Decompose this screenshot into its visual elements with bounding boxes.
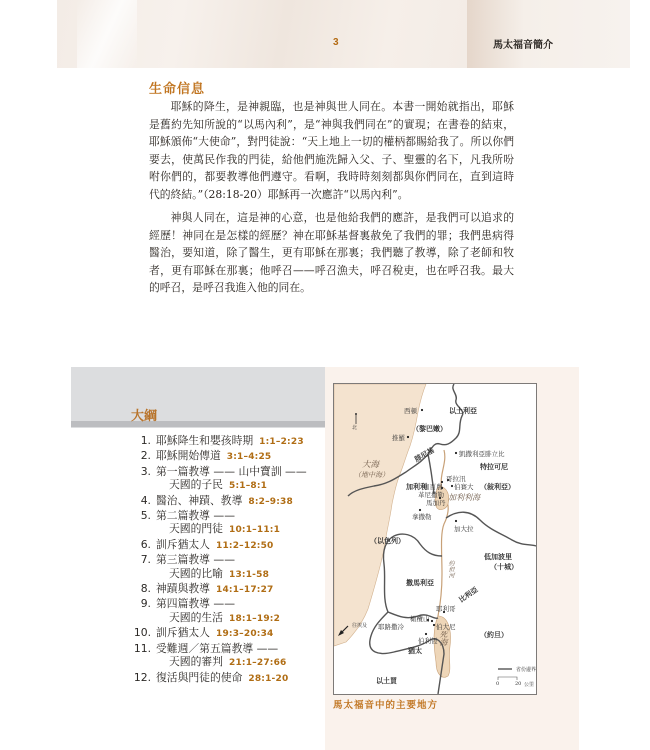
outline-item-number: 10. [133,626,151,640]
outline-item [71,509,325,522]
outline-item-continuation [71,611,325,626]
outline-item [71,671,325,686]
outline-item-ref: 19:3–20:34 [215,629,274,640]
map-label-mediterranean: （地中海） [354,471,389,479]
outline-panel [71,367,325,750]
map-label-jerusalem: 耶路撒冷 [378,623,404,631]
outline-item [71,626,325,641]
outline-item [71,597,325,610]
map-label-jericho: 耶利哥 [436,605,456,613]
map-label-gadara: 加大拉 [454,525,474,533]
map-label-mount-olives: 橄欖山 [410,615,430,623]
map-panel [325,367,579,750]
map-label-ten-cities: （十城） [490,562,518,571]
map-frame [333,383,537,695]
map-caption: 馬太福音中的主要地方 [333,700,439,711]
outline-item [71,553,325,566]
outline-header-bar [71,421,325,427]
outline-item-text: 天國的門徒 [169,522,223,536]
outline-item-continuation [71,655,325,670]
outline-item [71,494,325,509]
outline-item-ref: 14:1–17:27 [215,585,274,596]
outline-item-text: 訓斥猶太人 [156,626,210,640]
outline-item-number: 6. [140,537,151,551]
map-label-gennesaret: 革尼撒勒 [418,491,444,499]
outline-item-number: 8. [140,582,151,596]
outline-item-text: 天國的子民 [169,478,223,492]
compass-north-label: 北 [352,425,358,431]
outline-item-number: 2. [140,449,151,463]
body-paragraphs [149,98,514,303]
outline-item-ref: 21:1–27:66 [228,658,287,669]
outline-item-text: 受難週／第五篇教導 —— [156,641,279,655]
map-label-jordan-river: 約但河 [447,560,454,578]
map-label-bethsaida: 伯賽大 [454,483,474,491]
outline-item-text: 第三篇教導 —— [156,553,236,567]
map-label-israel: （以色列） [370,536,405,545]
outline-item-number: 5. [140,509,151,523]
outline-item-number: 12. [133,670,151,684]
outline-item-number: 7. [140,553,151,567]
map-label-to-egypt: 往埃及 [352,623,368,629]
outline-item [71,449,325,464]
outline-item-text: 第一篇教導 —— 山中寶訓 —— [156,464,307,478]
page-number: 3 [333,37,339,48]
outline-item-continuation [71,522,325,537]
map-label-syria: （敍利亞） [480,482,515,491]
outline-item-continuation [71,478,325,493]
outline-item-number: 11. [133,641,151,655]
outline-item-ref: 10:1–11:1 [228,525,281,536]
paragraph: 神與人同在，這是神的心意，也是他給我們的應許，是我們可以追求的經歷！神同在是怎樣的經歷？神在耶穌基督裏赦免了我們的罪；我們患病得醫治，要知道，除了醫生，更有耶穌在那裏；我們聽了教導，除了老師和牧者，更有耶穌在那裏；他呼召——呼召漁夫，呼召稅吏，也在呼召我。最大的呼召，是呼召我進入他的同在。 [149,211,514,294]
outline-item-text: 第二篇教導 —— [156,509,236,523]
outline-item-ref: 11:2–12:50 [215,540,274,551]
map-label-jordan: （約旦） [480,630,508,639]
outline-header [71,367,325,428]
outline-item [71,538,325,553]
map-label-tyre: 推羅 [392,434,405,442]
map-label-ituraea: 以土利亞 [449,406,477,415]
outline-item [71,434,325,449]
map-label-capernaum: 迦百農 [423,483,443,491]
outline-item-ref: 1:1–2:23 [259,437,304,447]
legend-border-label: 省份邊界 [516,667,537,673]
map-label-great-sea: 大海 [362,460,380,470]
map-label-sea-of-galilee: 加利利海 [448,493,480,502]
header-watermark-text [57,0,630,68]
map-label-sidon: 西頓 [404,407,417,415]
map-label-nazareth: 拿撒勒 [412,513,432,521]
map-label-perea: 比利亞 [457,584,480,605]
outline-title: 大綱 [131,409,158,424]
outline-item-text: 復活與門徒的使命 [156,670,243,684]
scale-twenty-label: 20 [515,681,522,687]
outline-item-number: 3. [140,464,151,478]
outline-item-text: 耶穌降生和嬰孩時期 [156,434,254,447]
outline-item-text: 天國的生活 [169,610,223,624]
map-label-idumea: 以土買 [376,676,397,685]
outline-item-text: 天國的審判 [169,655,223,669]
map-label-phoenicia: 腓尼基 [412,445,436,464]
map-label-magadan: 馬加丹 [426,499,446,507]
map-label-judea: 猶太 [408,646,422,655]
outline-item-continuation [71,567,325,582]
outline-item-ref: 3:1–4:25 [226,452,272,463]
outline-item-text: 神蹟與教導 [156,582,210,596]
running-title: 馬太福音簡介 [493,40,553,51]
map-label-bethany: 伯大尼 [436,623,456,631]
scale-zero-label: 0 [496,681,500,687]
outline-item-text: 天國的比喻 [169,566,223,580]
map-label-galilee: 加利利 [406,482,427,491]
outline-item-ref: 5:1–8:1 [228,481,268,492]
outline-item-text: 訓斥猶太人 [156,537,210,551]
paragraph: 耶穌的降生，是神親臨，也是神與世人同在。本書一開始就指出，耶穌是舊約先知所說的“以馬內利”，是“神與我們同在”的實現；在書卷的結束，耶穌頒佈“大使命”，對門徒說：“天上地上一切的權柄都賜給我了。所以你們要去，使萬民作我的門徒，給他們施洗歸入父、子、聖靈的名下，凡我所吩咐你們的，都要教導他們遵守。看啊，我時時刻刻都與你們同在，直到這時代的終結。”（28:18-20）耶穌再一次應許“以馬內利”。 [149,100,514,201]
outline-item-text: 耶穌開始傳道 [156,449,221,463]
map-label-chorazin: 哥拉汛 [446,475,466,483]
outline-list [71,434,325,686]
outline-item [71,465,325,478]
map-label-dead-sea: 死海 [439,630,448,646]
map-label-trachonitis: 特拉可尼 [480,462,508,471]
scale-unit-label: 公里 [524,682,535,688]
outline-item-text: 第四篇教導 —— [156,597,236,611]
outline-item-ref: 28:1-20 [248,673,289,684]
map-label-samaria: 撒馬利亞 [406,578,434,587]
map-label-bethlehem: 伯利恆 [418,637,438,645]
outline-item-text: 醫治、神蹟、教導 [156,493,243,507]
outline-item-ref: 8:2–9:38 [248,496,293,507]
outline-item-number: 9. [140,597,151,611]
map-label-lebanon: （黎巴嫩） [412,424,447,433]
outline-item-number: 4. [140,493,151,507]
outline-item [71,582,325,597]
map-label-caesarea-philippi: 凱撒利亞腓立比 [459,450,505,458]
section-title: 生命信息 [149,82,206,97]
outline-item-ref: 13:1-58 [228,569,270,580]
outline-item [71,642,325,655]
outline-item-ref: 18:1–19:2 [228,613,281,624]
map-label-decapolis: 低加波里 [484,552,512,561]
outline-item-number: 1. [140,434,151,447]
